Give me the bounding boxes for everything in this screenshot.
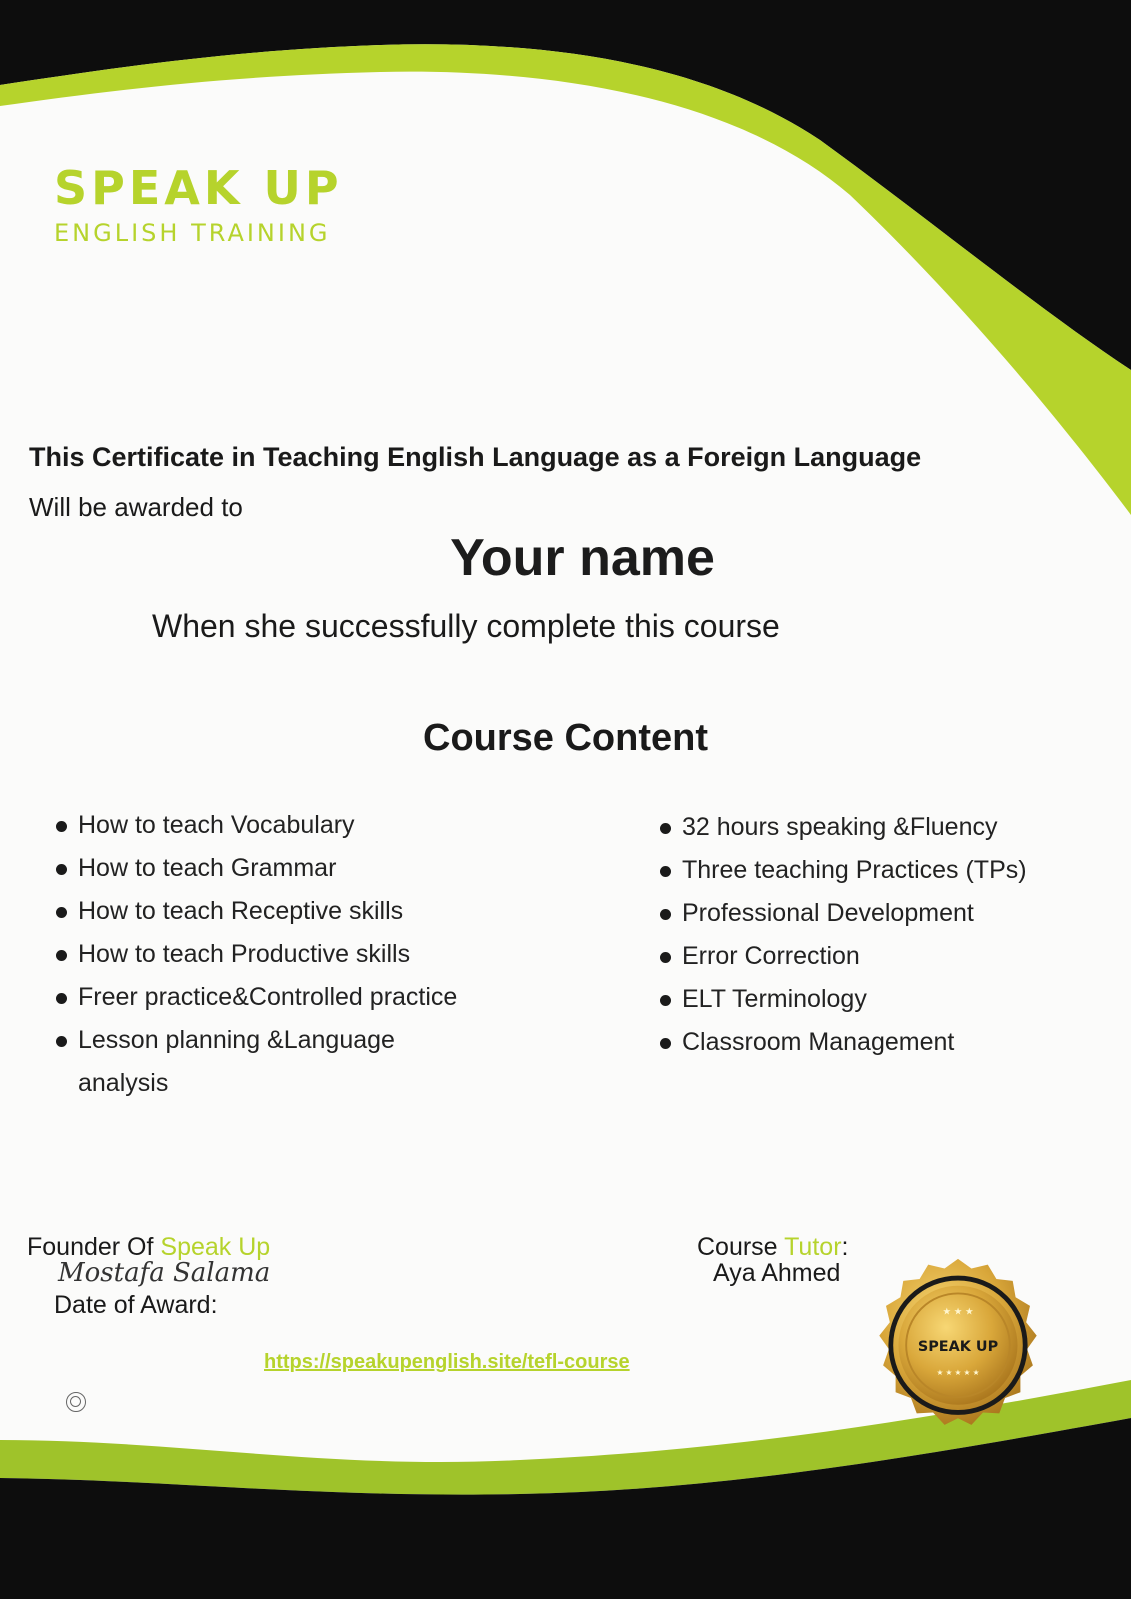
- dribbble-icon[interactable]: [66, 1392, 86, 1412]
- recipient-name: Your name: [450, 529, 715, 587]
- svg-text:★ ★ ★ ★ ★: ★ ★ ★ ★ ★: [936, 1368, 980, 1377]
- completion-text: When she successfully complete this course: [152, 608, 780, 644]
- founder-prefix: Founder Of: [27, 1233, 161, 1261]
- date-of-award-label: Date of Award:: [54, 1291, 218, 1319]
- course-tutor-label: [697, 1233, 848, 1262]
- course-list-left: [54, 804, 468, 1105]
- course-list-right: [658, 806, 1027, 1064]
- gold-seal: [862, 1255, 1054, 1447]
- logo-title: SPEAK UP: [54, 161, 343, 215]
- list-item: Error Correction: [658, 935, 1027, 978]
- list-item: How to teach Grammar: [54, 847, 468, 890]
- founder-brand: Speak Up: [160, 1233, 271, 1261]
- list-item: Classroom Management: [658, 1021, 1027, 1064]
- list-item: How to teach Vocabulary: [54, 804, 468, 847]
- certificate-title: This Certificate in Teaching English Language as a Foreign Language: [29, 442, 922, 472]
- svg-text:★ ★ ★: ★ ★ ★: [942, 1306, 974, 1318]
- list-item: ELT Terminology: [658, 978, 1027, 1021]
- list-item: Freer practice&Controlled practice: [54, 976, 468, 1019]
- list-item: Three teaching Practices (TPs): [658, 849, 1027, 892]
- tutor-prefix: Course: [697, 1233, 785, 1261]
- list-item: Professional Development: [658, 892, 1027, 935]
- list-item: How to teach Receptive skills: [54, 890, 468, 933]
- tutor-name: Aya Ahmed: [713, 1259, 841, 1287]
- seal-text: SPEAK UP: [917, 1339, 999, 1355]
- logo-subtitle: ENGLISH TRAINING: [54, 219, 331, 247]
- tutor-word: Tutor: [784, 1233, 842, 1261]
- awarded-to-text: Will be awarded to: [29, 492, 243, 522]
- speak-up-logo: [54, 161, 343, 247]
- founder-signature: Mostafa Salama: [58, 1258, 271, 1288]
- list-item: How to teach Productive skills: [54, 933, 468, 976]
- course-link[interactable]: https://speakupenglish.site/tefl-course: [264, 1351, 630, 1373]
- list-item: 32 hours speaking &Fluency: [658, 806, 1027, 849]
- tutor-suffix: :: [841, 1233, 849, 1261]
- list-item: Lesson planning &Language analysis: [54, 1019, 468, 1105]
- course-content-heading: Course Content: [423, 717, 708, 759]
